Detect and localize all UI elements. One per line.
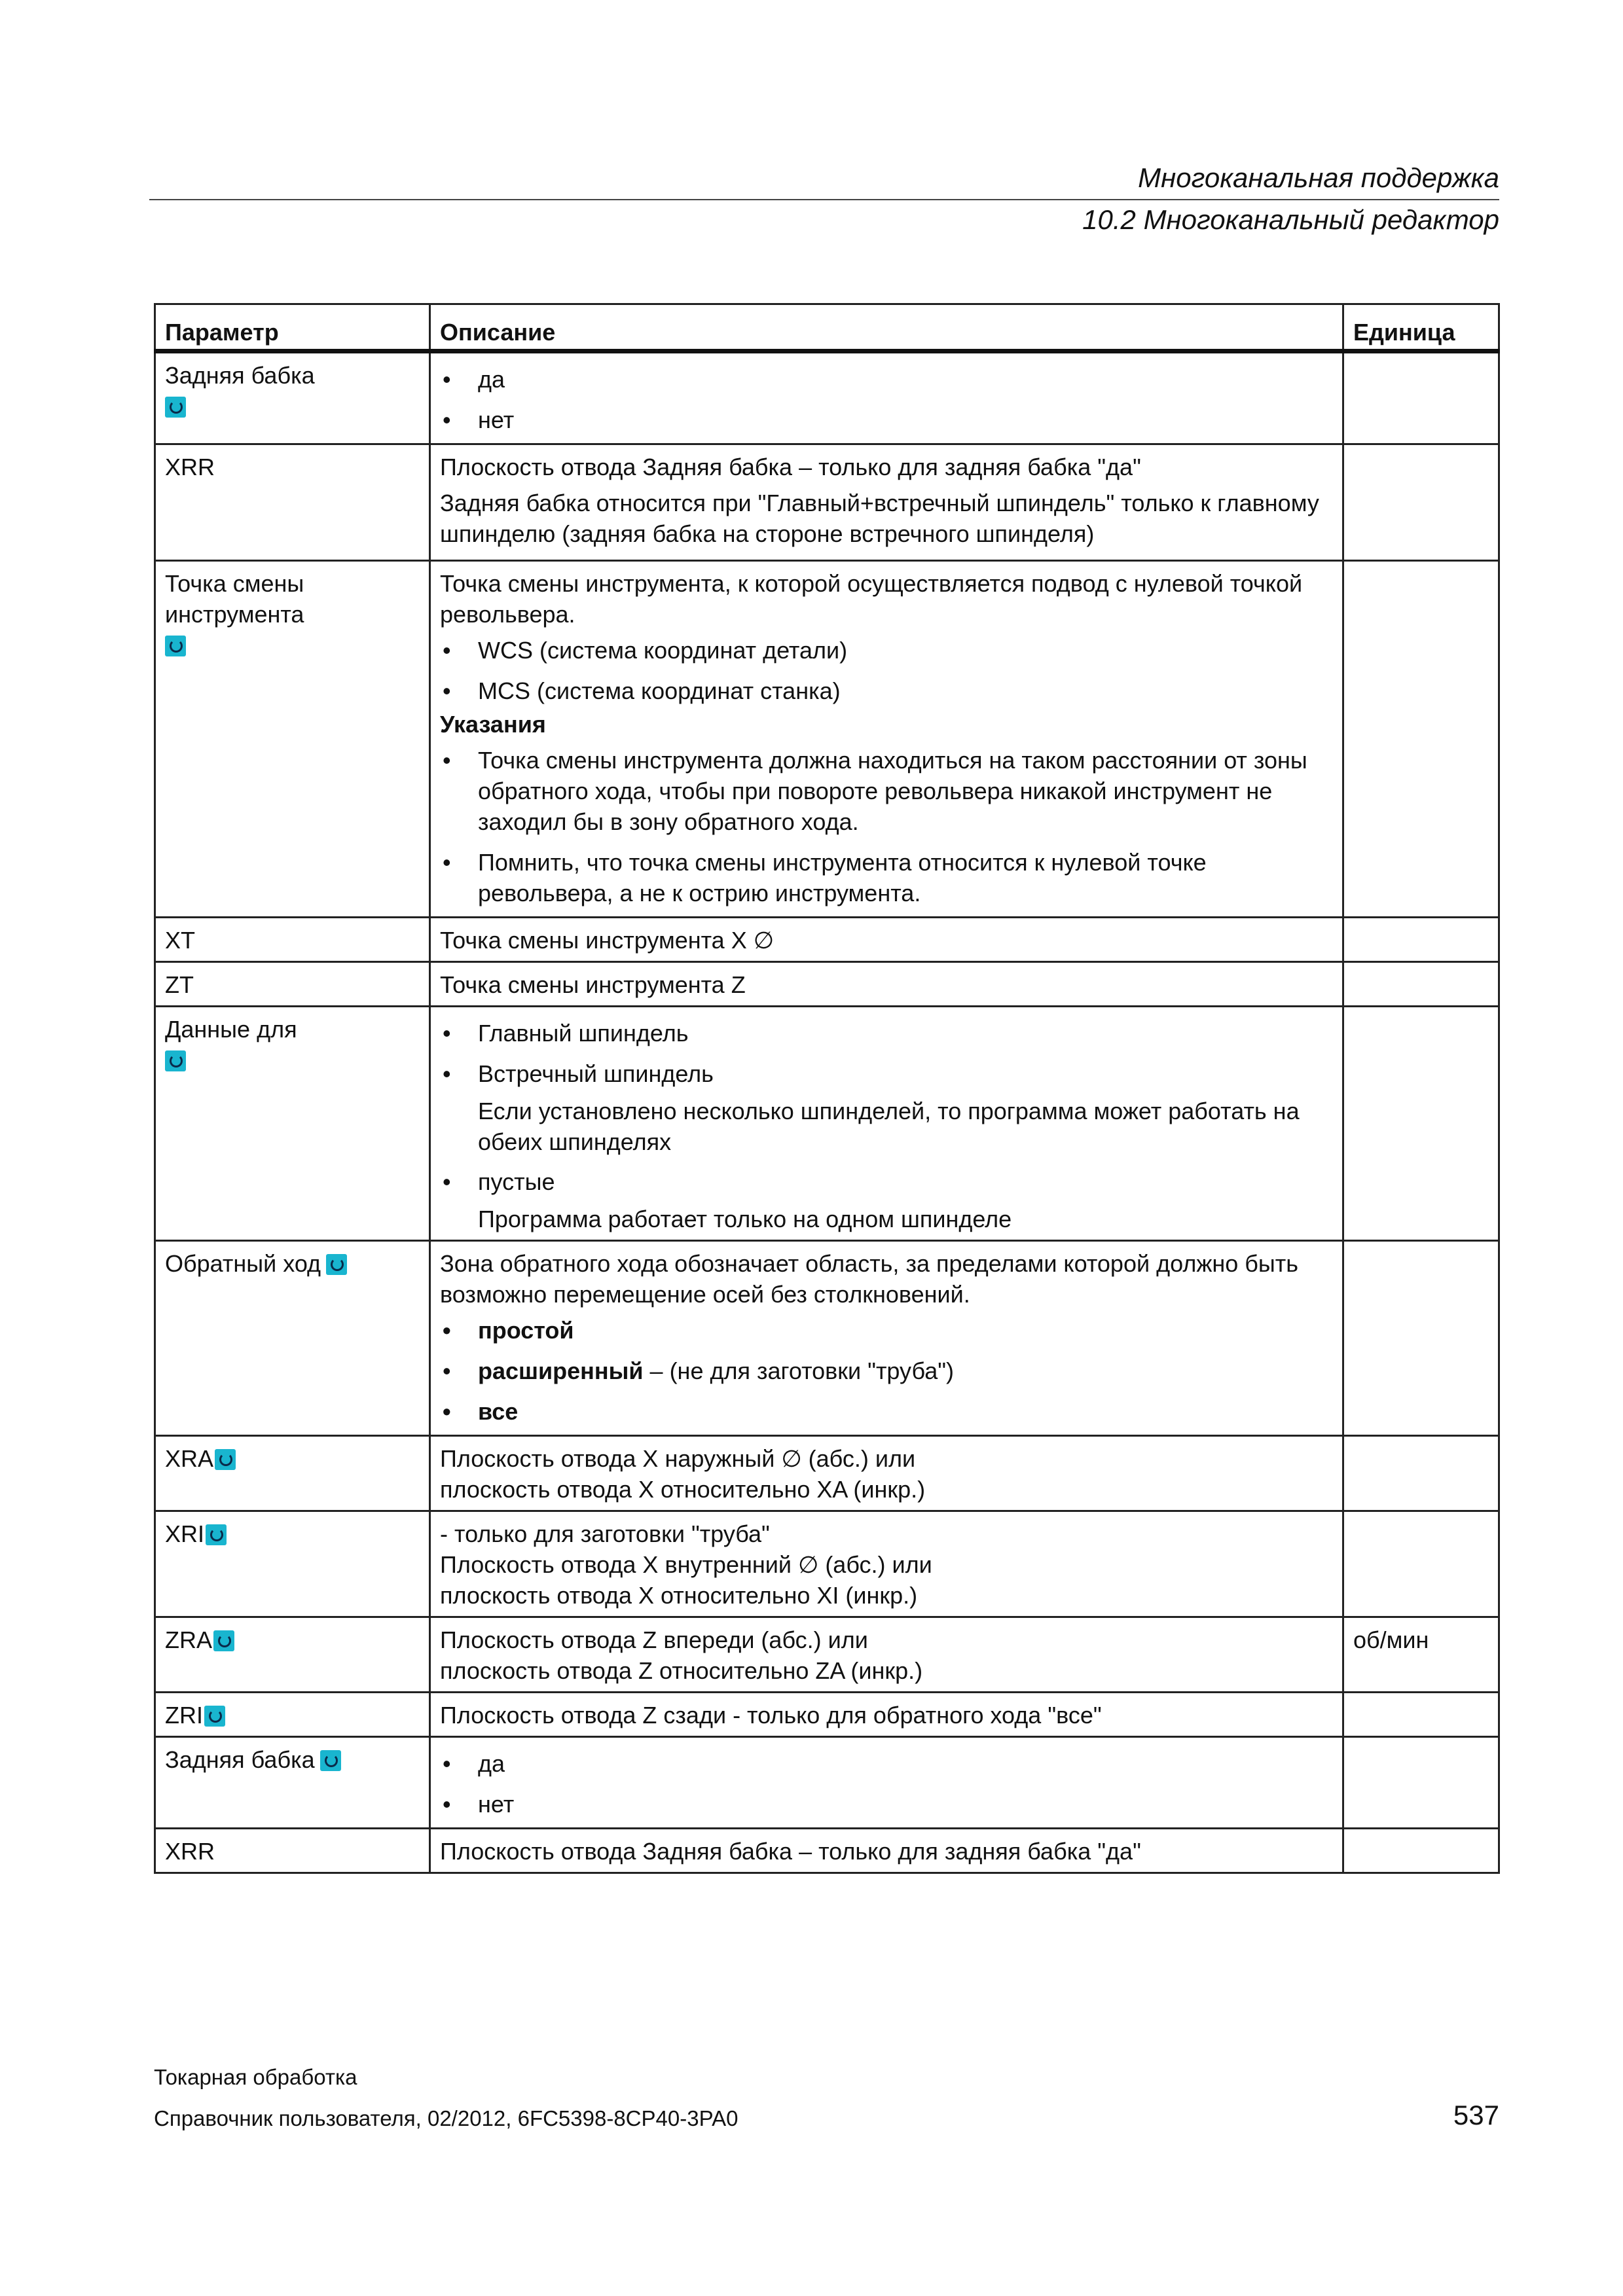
- description-cell: [430, 351, 1343, 444]
- param-name: XRI: [165, 1520, 205, 1547]
- table-row: [155, 1617, 1499, 1693]
- list-item: • простой: [440, 1315, 1333, 1346]
- description-text: плоскость отвода X относительно XI (инкр.): [440, 1582, 918, 1609]
- description-text: Зона обратного хода обозначает область, за пределами которой должно быть возможно перемещение осей без столкновений.: [440, 1250, 1299, 1308]
- footer-book-title: Токарная обработка: [154, 2065, 357, 2089]
- column-header-parameter: Параметр: [155, 304, 430, 351]
- list-item: • MCS (система координат станка): [440, 675, 1333, 706]
- param-name: Точка смены инструмента: [165, 570, 304, 628]
- toggle-select-icon[interactable]: [165, 636, 186, 656]
- description-cell: [430, 1241, 1343, 1436]
- unit-cell: [1343, 561, 1499, 918]
- header-divider: [149, 199, 1499, 200]
- param-cell: [155, 1617, 430, 1693]
- description-text: Точка смены инструмента Z: [430, 962, 1343, 1007]
- description-text: Точка смены инструмента X ∅: [430, 918, 1343, 962]
- section-title: 10.2 Многоканальный редактор: [1082, 204, 1499, 235]
- param-cell: [155, 1511, 430, 1617]
- table-row: [155, 1241, 1499, 1436]
- description-text: - только для заготовки "труба": [440, 1520, 770, 1547]
- toggle-select-icon[interactable]: [165, 1050, 186, 1071]
- table-row: [155, 1829, 1499, 1873]
- table-row: [155, 1007, 1499, 1241]
- unit-cell: [1343, 1737, 1499, 1829]
- table-row: [155, 444, 1499, 561]
- column-header-unit: Единица: [1343, 304, 1499, 351]
- description-text: Плоскость отвода X внутренний ∅ (абс.) или: [440, 1551, 932, 1578]
- toggle-select-icon[interactable]: [204, 1706, 225, 1727]
- list-item: • Главный шпиндель: [440, 1018, 1333, 1049]
- unit-cell: об/мин: [1343, 1617, 1499, 1693]
- table-row: [155, 918, 1499, 962]
- param-name: XRA: [165, 1445, 214, 1472]
- param-name: ZRA: [165, 1626, 212, 1653]
- description-text: Программа работает только на одном шпинделе: [478, 1206, 1012, 1232]
- toggle-select-icon[interactable]: [215, 1449, 236, 1470]
- unit-cell: [1343, 444, 1499, 561]
- unit-cell: [1343, 1436, 1499, 1511]
- param-name: Задняя бабка: [165, 1746, 315, 1773]
- unit-cell: [1343, 962, 1499, 1007]
- description-cell: [430, 444, 1343, 561]
- description-cell: [430, 1007, 1343, 1241]
- description-cell: [430, 561, 1343, 918]
- param-cell: [155, 351, 430, 444]
- unit-cell: [1343, 1829, 1499, 1873]
- param-cell: [155, 1737, 430, 1829]
- list-item: • нет: [440, 404, 1333, 435]
- description-text: Плоскость отвода X наружный ∅ (абс.) или: [440, 1445, 916, 1472]
- description-text: Плоскость отвода Задняя бабка – только для задняя бабка "да": [440, 454, 1141, 480]
- unit-cell: [1343, 1511, 1499, 1617]
- chapter-title: Многоканальная поддержка: [1138, 162, 1499, 193]
- description-text: Если установлено несколько шпинделей, то программа может работать на обеих шпинделях: [478, 1098, 1300, 1155]
- description-text: Плоскость отвода Z впереди (абс.) или: [440, 1626, 868, 1653]
- list-item: • нет: [440, 1789, 1333, 1820]
- table-row: [155, 1436, 1499, 1511]
- table-row: [155, 1511, 1499, 1617]
- list-item: • Помнить, что точка смены инструмента относится к нулевой точке револьвера, а не к острию инструмента.: [440, 847, 1333, 908]
- description-text: Плоскость отвода Z сзади - только для обратного хода "все": [430, 1693, 1343, 1737]
- column-header-description: Описание: [430, 304, 1343, 351]
- list-item: • пустые: [440, 1166, 1333, 1197]
- param-name: Обратный ход: [165, 1250, 321, 1277]
- description-text: Плоскость отвода Задняя бабка – только для задняя бабка "да": [430, 1829, 1343, 1873]
- toggle-select-icon[interactable]: [206, 1524, 227, 1545]
- unit-cell: [1343, 1693, 1499, 1737]
- parameter-table: [154, 303, 1500, 1874]
- param-cell: [155, 1241, 430, 1436]
- unit-cell: [1343, 918, 1499, 962]
- unit-cell: [1343, 1007, 1499, 1241]
- param-cell: [155, 561, 430, 918]
- param-name: ZT: [155, 962, 430, 1007]
- description-text: плоскость отвода X относительно XA (инкр.): [440, 1476, 926, 1503]
- footer-manual-info: Справочник пользователя, 02/2012, 6FC5398-8CP40-3PA0: [154, 2106, 739, 2130]
- table-row: [155, 351, 1499, 444]
- param-name: Задняя бабка: [165, 362, 315, 389]
- option-label: расширенный: [478, 1357, 644, 1384]
- param-name: XRR: [155, 444, 430, 561]
- table-row: [155, 561, 1499, 918]
- list-item: • все: [440, 1396, 1333, 1427]
- table-row: [155, 1737, 1499, 1829]
- toggle-select-icon[interactable]: [165, 397, 186, 418]
- toggle-select-icon[interactable]: [320, 1750, 341, 1771]
- param-cell: [155, 1007, 430, 1241]
- param-name: XRR: [155, 1829, 430, 1873]
- toggle-select-icon[interactable]: [213, 1630, 234, 1651]
- param-name: Данные для: [165, 1016, 297, 1043]
- param-name: ZRI: [165, 1702, 203, 1729]
- list-item: • Точка смены инструмента должна находиться на таком расстоянии от зоны обратного хода, чтобы при повороте револьвера никакой инструмент не заходил бы в зону обратного хода.: [440, 745, 1333, 837]
- list-item: • WCS (система координат детали): [440, 635, 1333, 666]
- description-cell: [430, 1436, 1343, 1511]
- list-item: • да: [440, 1748, 1333, 1779]
- description-cell: [430, 1737, 1343, 1829]
- unit-cell: [1343, 351, 1499, 444]
- note-heading: Указания: [440, 711, 546, 738]
- toggle-select-icon[interactable]: [326, 1254, 347, 1275]
- description-text: Задняя бабка относится при "Главный+встречный шпиндель" только к главному шпинделю (задняя бабка на стороне встречного шпинделя): [440, 490, 1319, 547]
- page-number: 537: [1453, 2100, 1499, 2130]
- param-name: XT: [155, 918, 430, 962]
- option-note: – (не для заготовки "труба"): [643, 1357, 955, 1384]
- description-text: Точка смены инструмента, к которой осуществляется подвод с нулевой точкой револьвера.: [440, 570, 1303, 628]
- list-item: [440, 1355, 1333, 1386]
- description-text: плоскость отвода Z относительно ZA (инкр.): [440, 1657, 923, 1684]
- description-cell: [430, 1617, 1343, 1693]
- list-item: • Встречный шпиндель: [440, 1058, 1333, 1089]
- table-row: [155, 1693, 1499, 1737]
- param-cell: [155, 1436, 430, 1511]
- list-item: • да: [440, 364, 1333, 395]
- description-cell: [430, 1511, 1343, 1617]
- table-header-row: [155, 304, 1499, 351]
- param-cell: [155, 1693, 430, 1737]
- unit-cell: [1343, 1241, 1499, 1436]
- table-row: [155, 962, 1499, 1007]
